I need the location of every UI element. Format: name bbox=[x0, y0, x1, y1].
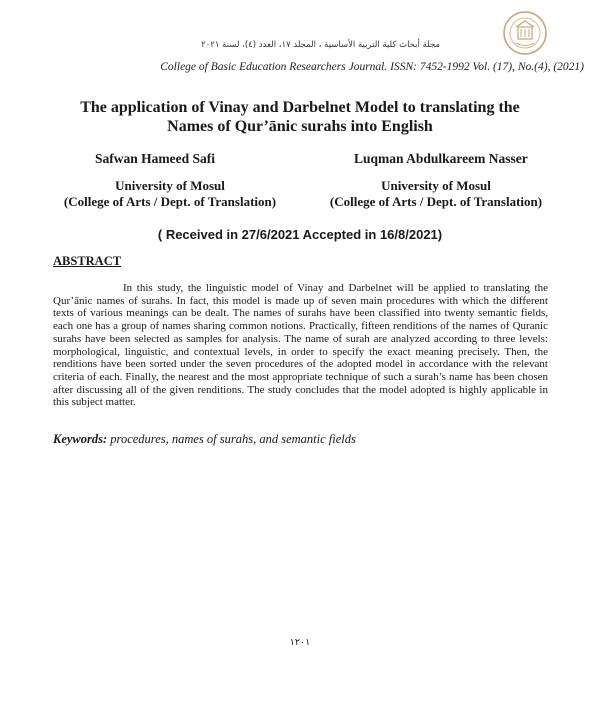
journal-header-arabic: مجلة أبحاث كلية التربية الأساسية ، المجلد ١٧، العدد (٤)، لسنة ٢٠٢١ bbox=[201, 40, 440, 50]
keywords-text: procedures, names of surahs, and semantic fields bbox=[110, 432, 356, 446]
page-number: ١٢٠١ bbox=[289, 637, 311, 648]
author-2-name: Luqman Abdulkareem Nasser bbox=[354, 151, 528, 166]
author-1-department: (College of Arts / Dept. of Translation) bbox=[63, 194, 277, 209]
keywords bbox=[53, 432, 548, 447]
abstract-heading: ABSTRACT bbox=[53, 254, 122, 268]
author-2-affiliation bbox=[310, 178, 562, 210]
received-dates: ( Received in 27/6/2021 Accepted in 16/8/2021) bbox=[157, 227, 443, 242]
author-1-university: University of Mosul bbox=[115, 178, 225, 193]
author-2-university: University of Mosul bbox=[381, 178, 491, 193]
journal-logo-icon bbox=[502, 10, 548, 56]
paper-title: The application of Vinay and Darbelnet Model to translating the Names of Qur’ānic surahs into English bbox=[80, 99, 520, 135]
author-1-affiliation bbox=[44, 178, 296, 210]
keywords-label: Keywords: bbox=[53, 432, 108, 446]
journal-header-english: College of Basic Education Researchers Journal. ISSN: 7452-1992 Vol. (17), No.(4), (2021) bbox=[160, 61, 584, 73]
author-1-name: Safwan Hameed Safi bbox=[95, 151, 216, 166]
abstract-body: In this study, the linguistic model of Vinay and Darbelnet will be applied to translating the Qur’ānic names of surahs. In fact, this model is made up of seven main procedures with which the different texts of various meanings can be dealt. The names of surahs have been classified into twenty semantic fields, each one has a group of names sharing common notions. Practically, fifteen renditions of the names of Quranic surahs have been selected as samples for analysis. The name of surah are analyzed according to three levels: morphological, linguistic, and contextual levels, in order to specify the exact meaning precisely. Then, the renditions have been sorted under the seven procedures of the adopted model in accordance with the relevant criteria of each. Finally, the nearest and the most appropriate technique of such a surah’s name has been chosen after discussing all of the given renditions. The study concludes that the model adopted is highly applicable in this subject matter. bbox=[53, 282, 548, 409]
author-2-department: (College of Arts / Dept. of Translation) bbox=[329, 194, 543, 209]
